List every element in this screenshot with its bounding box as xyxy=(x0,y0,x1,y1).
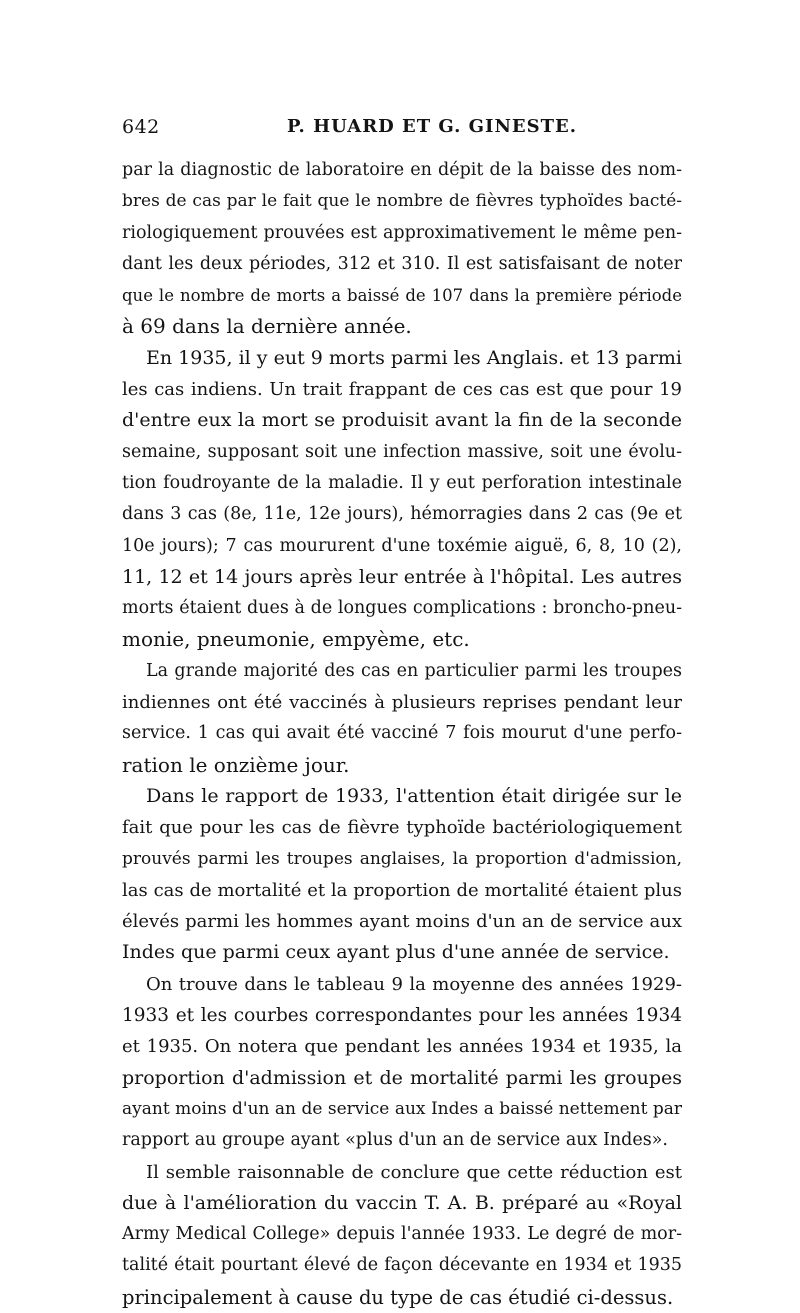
text-line: morts étaient dues à de longues complications : broncho-pneu- xyxy=(122,598,682,619)
text-line: semaine, supposant soit une infection massive, soit une évolu- xyxy=(122,441,682,462)
text-line: las cas de mortalité et la proportion de mortalité étaient plus xyxy=(122,879,682,901)
text-line: Indes que parmi ceux ayant plus d'une année de service. xyxy=(122,941,670,964)
text-line: dans 3 cas (8e, 11e, 12e jours), hémorragies dans 2 cas (9e et xyxy=(122,504,682,525)
page-header xyxy=(122,116,674,142)
text-line: service. 1 cas qui avait été vacciné 7 fois mourut d'une perfo- xyxy=(122,723,682,744)
text-line: ayant moins d'un an de service aux Indes a baissé nettement par xyxy=(122,1098,682,1119)
text-line: Dans le rapport de 1933, l'attention était dirigée sur le xyxy=(146,784,682,807)
running-head: P. HUARD ET G. GINESTE. xyxy=(287,116,578,137)
text-line: élevés parmi les hommes ayant moins d'un an de service aux xyxy=(122,911,682,933)
text-line: proportion d'admission et de mortalité parmi les groupes xyxy=(122,1066,682,1089)
text-line: d'entre eux la mort se produisit avant la fin de la seconde xyxy=(122,409,682,432)
text-line: rapport au groupe ayant «plus d'un an de service aux Indes». xyxy=(122,1130,668,1151)
text-line: dant les deux périodes, 312 et 310. Il est satisfaisant de noter xyxy=(122,253,682,274)
text-line: par la diagnostic de laboratoire en dépit de la baisse des nom- xyxy=(122,160,682,180)
text-line: due à l'amélioration du vaccin T. A. B. préparé au «Royal xyxy=(122,1191,682,1214)
text-line: 11, 12 et 14 jours après leur entrée à l'hôpital. Les autres xyxy=(122,565,682,588)
text-line: à 69 dans la dernière année. xyxy=(122,314,412,339)
text-line: En 1935, il y eut 9 morts parmi les Anglais. et 13 parmi xyxy=(146,346,682,369)
page-number: 642 xyxy=(122,116,160,138)
text-line: et 1935. On notera que pendant les années 1934 et 1935, la xyxy=(122,1036,682,1058)
text-line: indiennes ont été vaccinés à plusieurs reprises pendant leur xyxy=(122,692,682,714)
text-line: tion foudroyante de la maladie. Il y eut perforation intestinale xyxy=(122,472,682,493)
text-line: 10e jours); 7 cas moururent d'une toxémie aiguë, 6, 8, 10 (2), xyxy=(122,535,682,556)
text-line: La grande majorité des cas en particulier parmi les troupes xyxy=(146,660,682,681)
text-line: riologiquement prouvées est approximativement le même pen- xyxy=(122,222,682,243)
text-line: prouvés parmi les troupes anglaises, la proportion d'admission, xyxy=(122,848,682,869)
text-line: monie, pneumonie, empyème, etc. xyxy=(122,627,470,652)
text-line: que le nombre de morts a baissé de 107 dans la première période xyxy=(122,286,682,306)
text-line: principalement à cause du type de cas étudié ci-dessus. xyxy=(122,1285,674,1309)
text-line: On trouve dans le tableau 9 la moyenne des années 1929- xyxy=(146,973,682,995)
text-line: fait que pour les cas de fièvre typhoïde bactériologiquement xyxy=(122,817,682,839)
text-line: les cas indiens. Un trait frappant de ces cas est que pour 19 xyxy=(122,379,682,401)
text-line: bres de cas par le fait que le nombre de fièvres typhoïdes bacté- xyxy=(122,191,682,212)
text-line: talité était pourtant élevé de façon décevante en 1934 et 1935 xyxy=(122,1255,682,1276)
body-text xyxy=(122,155,682,1313)
text-line: Army Medical College» depuis l'année 1933. Le degré de mor- xyxy=(122,1224,682,1245)
text-line: Il semble raisonnable de conclure que cette réduction est xyxy=(146,1161,682,1183)
text-line: 1933 et les courbes correspondantes pour les années 1934 xyxy=(122,1005,682,1027)
text-line: ration le onzième jour. xyxy=(122,752,350,777)
